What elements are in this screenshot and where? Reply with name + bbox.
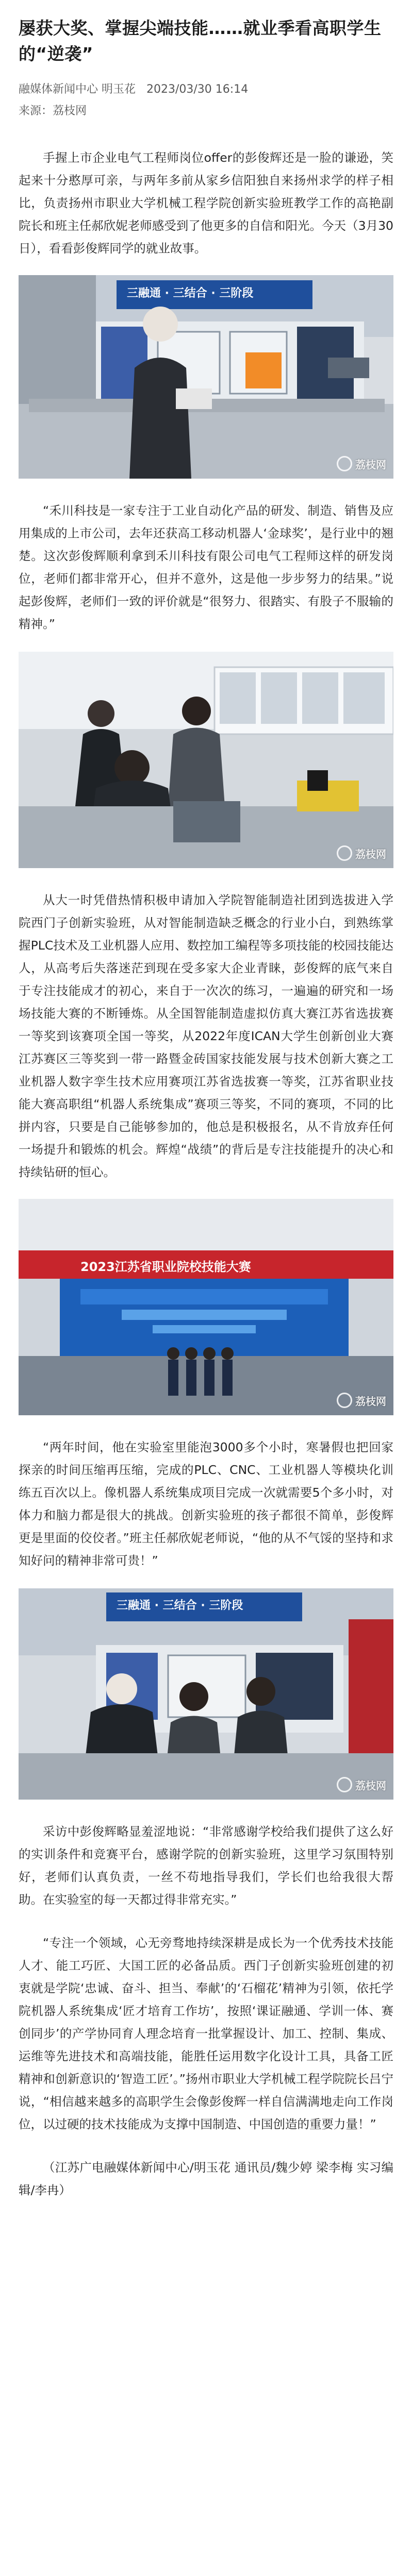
article-paragraph: 采访中彭俊辉略显羞涩地说：“非常感谢学校给我们提供了这么好的实训条件和竞赛平台，感谢学院的创新实验班，这里学习氛围特别好，老师们认真负责，一丝不苟地指导我们，学长们也给我很大帮助。在实验室的每一天都过得非常充实。” [19,1824,393,1907]
article-photo [19,1199,393,1415]
article-source: 来源：荔枝网 [19,105,87,117]
watermark-logo-icon [337,845,352,861]
article-photo [19,652,393,868]
watermark-logo-icon [337,1777,352,1792]
article-title: 屡获大奖、掌握尖端技能……就业季看高职学生的“逆袭” [19,18,382,64]
photo-watermark: 荔枝网 [337,456,386,471]
article-photo [19,275,393,479]
photo-banner-text: 三融通 · 三结合 · 三阶段 [127,287,254,300]
photo-banner-text: 2023江苏省职业院校技能大赛 [80,1260,251,1274]
article-author: 融媒体新闻中心 明玉花 [19,83,136,96]
article-date: 2023/03/30 16:14 [146,83,249,96]
watermark-logo-icon [337,1393,352,1408]
photo-watermark: 荔枝网 [337,1777,386,1792]
article-paragraph: 手握上市企业电气工程师岗位offer的彭俊辉还是一脸的谦逊，笑起来十分憨厚可亲，与两年多前从家乡信阳独自来扬州求学的样子相比，负责扬州市职业大学机械工程学院创新实验班教学工作的高艳副院长和班主任郝欣妮老师感受到了他更多的自信和阳光。今天（3月30日），看看彭俊辉同学的就业故事。 [19,150,393,256]
article-meta [19,81,393,98]
article-paragraph: “禾川科技是一家专注于工业自动化产品的研发、制造、销售及应用集成的上市公司，去年还获高工移动机器人‘金球奖’，是行业中的翘楚。这次彭俊辉顺利拿到禾川科技有限公司电气工程师这样的研发岗位，老师们都非常开心，但并不意外，这是他一步步努力的结果。”说起彭俊辉，老师们一致的评价就是“很努力、很踏实、有股子不服输的精神。” [19,503,393,631]
article-paragraph: “两年时间，他在实验室里能泡3000多个小时，寒暑假也把回家探亲的时间压缩再压缩，完成的PLC、CNC、工业机器人等模块化训练五百次以上。像机器人系统集成项目完成一次就需要5个多小时，对体力和脑力都是很大的挑战。创新实验班的孩子都很不简单，彭俊辉更是里面的佼佼者。”班主任郝欣妮老师说，“他的从不气馁的坚持和求知好问的精神非常可贵！” [19,1440,393,1568]
article-paragraph: “专注一个领域，心无旁骛地持续深耕是成长为一个优秀技术技能人才、能工巧匠、大国工匠的必备品质。西门子创新实验班创建的初衷就是学院‘忠诚、奋斗、担当、奉献’的‘石榴花’精神为引领，依托学院机器人系统集成‘匠才培育工作坊’，按照‘课证融通、学训一体、赛创同步’的产学协同育人理念培育一批掌握设计、加工、控制、集成、运维等先进技术和高端技能，能胜任运用数字化设计工具，具备工匠精神和创新意识的‘智造工匠’。”扬州市职业大学机械工程学院院长吕宁说，“相信越来越多的高职学生会像彭俊辉一样自信满满地走向工作岗位，以过硬的技术技能成为支撑中国制造、中国创造的重要力量！” [19,1936,393,2131]
article-credits: （江苏广电融媒体新闻中心/明玉花 通讯员/魏少婷 梁李梅 实习编辑/李冉） [19,2160,393,2197]
photo-watermark: 荔枝网 [337,845,386,861]
article-paragraph: 从大一时凭借热情积极申请加入学院智能制造社团到选拔进入学院西门子创新实验班，从对智能制造缺乏概念的行业小白，到熟练掌握PLC技术及工业机器人应用、数控加工编程等多项技能的校园技能达人，从高考后失落迷茫到现在受多家大企业青睐，彭俊辉的底气来自于专注技能成才的初心，来自于一次次的练习，一遍遍的研究和一场场技能大赛的不断锤炼。从全国智能制造虚拟仿真大赛江苏省选拔赛一等奖到该赛项全国一等奖，从2022年度ICAN大学生创新创业大赛江苏赛区三等奖到一带一路暨金砖国家技能发展与技术创新大赛之工业机器人数字孪生技术应用赛项江苏省选拔赛一等奖，江苏省职业技能大赛高职组“机器人系统集成”赛项三等奖，不同的赛项，不同的比拼内容，只要是自己能够参加的，他总是积极报名，从不肯放弃任何一场提升和锻炼的机会。辉煌“战绩”的背后是专注技能提升的决心和持续钻研的恒心。 [19,893,393,1179]
photo-banner-text: 三融通 · 三结合 · 三阶段 [117,1599,243,1612]
watermark-logo-icon [337,456,352,471]
article-photo [19,1588,393,1800]
photo-watermark: 荔枝网 [337,1393,386,1408]
